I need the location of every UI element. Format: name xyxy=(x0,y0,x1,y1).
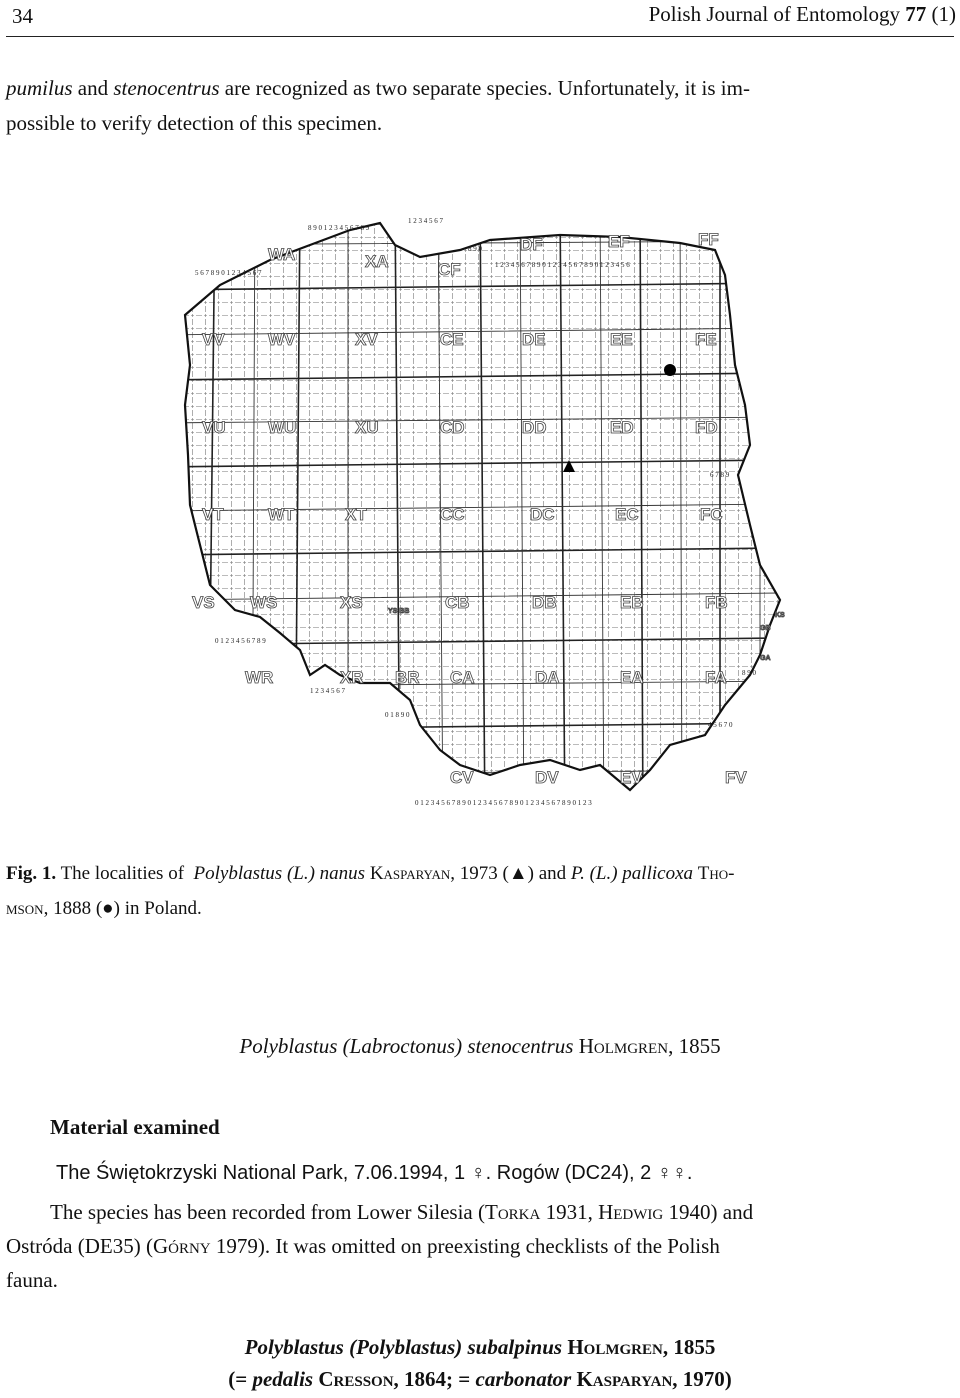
section-title-subalpinus: Polyblastus (Polyblastus) subalpinus Holmgren, 1855 xyxy=(244,1335,716,1359)
grid-square-label: KS xyxy=(775,612,785,619)
grid-number-label: 1 2 3 4 5 6 7 xyxy=(310,687,345,695)
grid-number-label: 8 9 0 xyxy=(742,669,756,677)
grid-square-label: EB xyxy=(620,593,644,612)
grid-square-label: WR xyxy=(245,668,274,687)
intro-line-2: possible to verify detection of this specimen. xyxy=(6,111,383,135)
grid-number-label: 1 2 3 4 5 6 7 8 9 0 1 2 3 4 5 6 7 8 9 0 1 2 3 4 5 6 xyxy=(495,261,630,269)
grid-square-label: FD xyxy=(695,418,718,437)
grid-number-label: 0 1 2 3 4 5 6 7 8 9 xyxy=(215,637,266,645)
grid-square-label: VS xyxy=(192,593,215,612)
grid-square-label: XR xyxy=(340,668,364,687)
grid-square-label: WA xyxy=(268,245,296,264)
grid-square-label: DB xyxy=(532,593,557,612)
grid-square-label: BR xyxy=(395,668,420,687)
grid-number-label: 0 1 8 9 0 xyxy=(385,711,410,719)
grid-square-label: CV xyxy=(450,768,474,787)
grid-square-label: FC xyxy=(700,505,723,524)
intro-line-1: pumilus and stenocentrus are recognized as two separate species. Unfortunately, it is im- xyxy=(6,76,750,100)
grid-square-label: XV xyxy=(355,330,378,349)
grid-square-label: ED xyxy=(610,418,634,437)
grid-square-label: GA xyxy=(760,655,771,662)
grid-square-label: WT xyxy=(268,505,295,524)
grid-number-label: 6 7 8 9 xyxy=(710,471,730,479)
grid-square-label: FB xyxy=(705,593,728,612)
grid-square-label: EF xyxy=(608,232,630,251)
figure-caption-line-1: Fig. 1. The localities of Polyblastus (L.) nanus Kasparyan, 1973 (▲) and P. (L.) pallicoxa Tho- xyxy=(6,863,735,884)
grid-square-label: EV xyxy=(620,768,643,787)
grid-square-label: WV xyxy=(268,330,296,349)
paragraph-line-2: Ostróda (DE35) (Górny 1979). It was omitted on preexisting checklists of the Polish xyxy=(6,1234,720,1258)
grid-square-label: CE xyxy=(440,330,464,349)
grid-square-label: FE xyxy=(695,330,717,349)
map-svg xyxy=(160,205,785,825)
grid-number-label: 4 5 6 7 0 xyxy=(708,721,733,729)
grid-square-label: XT xyxy=(345,505,367,524)
grid-square-label: DD xyxy=(522,418,547,437)
grid-square-label: CC xyxy=(440,505,465,524)
grid-square-label: DC xyxy=(530,505,555,524)
grid-square-label: DE xyxy=(522,330,546,349)
circle-symbol: ● xyxy=(102,898,114,919)
journal-title: Polish Journal of Entomology 77 (1) xyxy=(648,2,956,26)
section-title-stenocentrus: Polyblastus (Labroctonus) stenocentrus Holmgren, 1855 xyxy=(239,1034,721,1058)
triangle-symbol: ▲ xyxy=(508,863,528,884)
poland-grid-map xyxy=(160,205,785,825)
grid-square-label: FF xyxy=(698,230,719,249)
grid-number-label: 0 1 2 3 4 5 6 7 8 9 0 1 2 3 4 5 6 7 8 9 0 1 2 3 4 5 6 7 8 9 0 1 2 3 xyxy=(415,799,592,807)
grid-square-label: CB xyxy=(445,593,470,612)
grid-square-label: DA xyxy=(535,668,560,687)
grid-number-label: 5 6 7 8 9 0 1 2 3 4 5 6 7 xyxy=(195,269,262,277)
material-examined-heading: Material examined xyxy=(50,1115,220,1139)
grid-square-label: EE xyxy=(610,330,633,349)
grid-square-label: FV xyxy=(725,768,747,787)
grid-square-label: EA xyxy=(620,668,644,687)
page-number: 34 xyxy=(12,4,33,28)
grid-square-label: VU xyxy=(202,418,226,437)
synonymy-line: (= pedalis Cresson, 1864; = carbonator Kasparyan, 1970) xyxy=(228,1367,732,1391)
grid-square-label: XU xyxy=(355,418,379,437)
grid-number-label: 8 9 0 1 2 3 4 5 6 7 8 9 xyxy=(308,224,370,232)
grid-square-label: GB xyxy=(760,625,771,632)
grid-square-label: DV xyxy=(535,768,559,787)
grid-square-label: EC xyxy=(615,505,639,524)
grid-square-label: DF xyxy=(520,235,543,254)
locality-record: The Świętokrzyski National Park, 7.06.1994, 1 ♀. Rogów (DC24), 2 ♀♀. xyxy=(56,1162,693,1184)
grid-square-label: XA xyxy=(365,252,389,271)
grid-square-label: WS xyxy=(250,593,278,612)
paragraph-line-1: The species has been recorded from Lower Silesia (Torka 1931, Hedwig 1940) and xyxy=(50,1200,754,1224)
circle-marker-pallicoxa xyxy=(664,364,676,376)
grid-square-label: XS xyxy=(340,593,363,612)
grid-square-label: WU xyxy=(268,418,297,437)
figure-caption-line-2: mson, 1888 (●) in Poland. xyxy=(6,898,202,919)
paragraph-line-3: fauna. xyxy=(6,1268,58,1292)
grid-square-label: CA xyxy=(450,668,475,687)
grid-square-label: YS BB xyxy=(388,608,410,615)
grid-square-label: CD xyxy=(440,418,465,437)
grid-square-label: VV xyxy=(202,330,225,349)
grid-number-label: 1 2 3 4 5 6 7 xyxy=(408,217,443,225)
grid-square-label: FA xyxy=(705,668,727,687)
grid-square-label: VT xyxy=(202,505,224,524)
grid-square-label: CF xyxy=(438,260,461,279)
grid-number-label: 8 9 0 xyxy=(468,245,482,253)
